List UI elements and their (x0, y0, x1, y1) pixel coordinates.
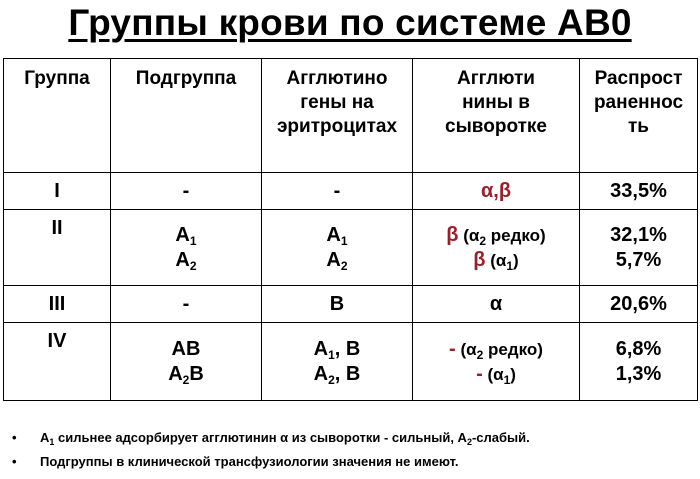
note-text: Подгруппы в клинической трансфузиологии значения не имеют. (40, 454, 459, 469)
note-item (12, 454, 692, 469)
notes-list (12, 430, 692, 478)
bullet-icon: • (12, 454, 17, 469)
cell-subgroup: AB $A_2B$ (111, 323, 262, 401)
cell-group: III (4, 286, 111, 323)
table-header-row (4, 59, 698, 173)
bullet-icon: • (12, 430, 17, 445)
cell-frequency: 6,8% 1,3% (580, 323, 698, 401)
table-row (4, 323, 698, 401)
cell-group: II (4, 210, 111, 286)
cell-agglutinogens: $A_1$, B $A_2$, B (262, 323, 413, 401)
cell-agglutinogens: - (262, 173, 413, 210)
blood-groups-table (3, 58, 698, 401)
header-subgroup: Подгруппа (111, 59, 262, 173)
cell-frequency: 32,1% 5,7% (580, 210, 698, 286)
table-row (4, 210, 698, 286)
cell-subgroup: - (111, 173, 262, 210)
cell-group: IV (4, 323, 111, 401)
cell-agglutinins: β ($\alpha_2$ редко) β $(\alpha_1)$ (413, 210, 580, 286)
note-text: $A_1$ сильнее адсорбирует агглютинин α из сыворотки - сильный, $A_2$-слабый. (40, 430, 530, 447)
cell-subgroup: $A_1$ $A_2$ (111, 210, 262, 286)
header-frequency: Распрост раненнос ть (580, 59, 698, 173)
cell-agglutinogens: $A_1$ $A_2$ (262, 210, 413, 286)
header-agglutinogens: Агглютино гены на эритроцитах (262, 59, 413, 173)
header-agglutinins: Агглюти нины в сыворотке (413, 59, 580, 173)
cell-agglutinins: - ($\alpha_2$ редко) - $(\alpha_1)$ (413, 323, 580, 401)
cell-frequency: 33,5% (580, 173, 698, 210)
cell-group: I (4, 173, 111, 210)
cell-agglutinogens: B (262, 286, 413, 323)
table-row (4, 173, 698, 210)
page-title: Группы крови по системе АВ0 (68, 2, 632, 43)
cell-agglutinins: α,β (413, 173, 580, 210)
cell-agglutinins: α (413, 286, 580, 323)
table-row (4, 286, 698, 323)
note-item (12, 430, 692, 445)
cell-frequency: 20,6% (580, 286, 698, 323)
cell-subgroup: - (111, 286, 262, 323)
header-group: Группа (4, 59, 111, 173)
